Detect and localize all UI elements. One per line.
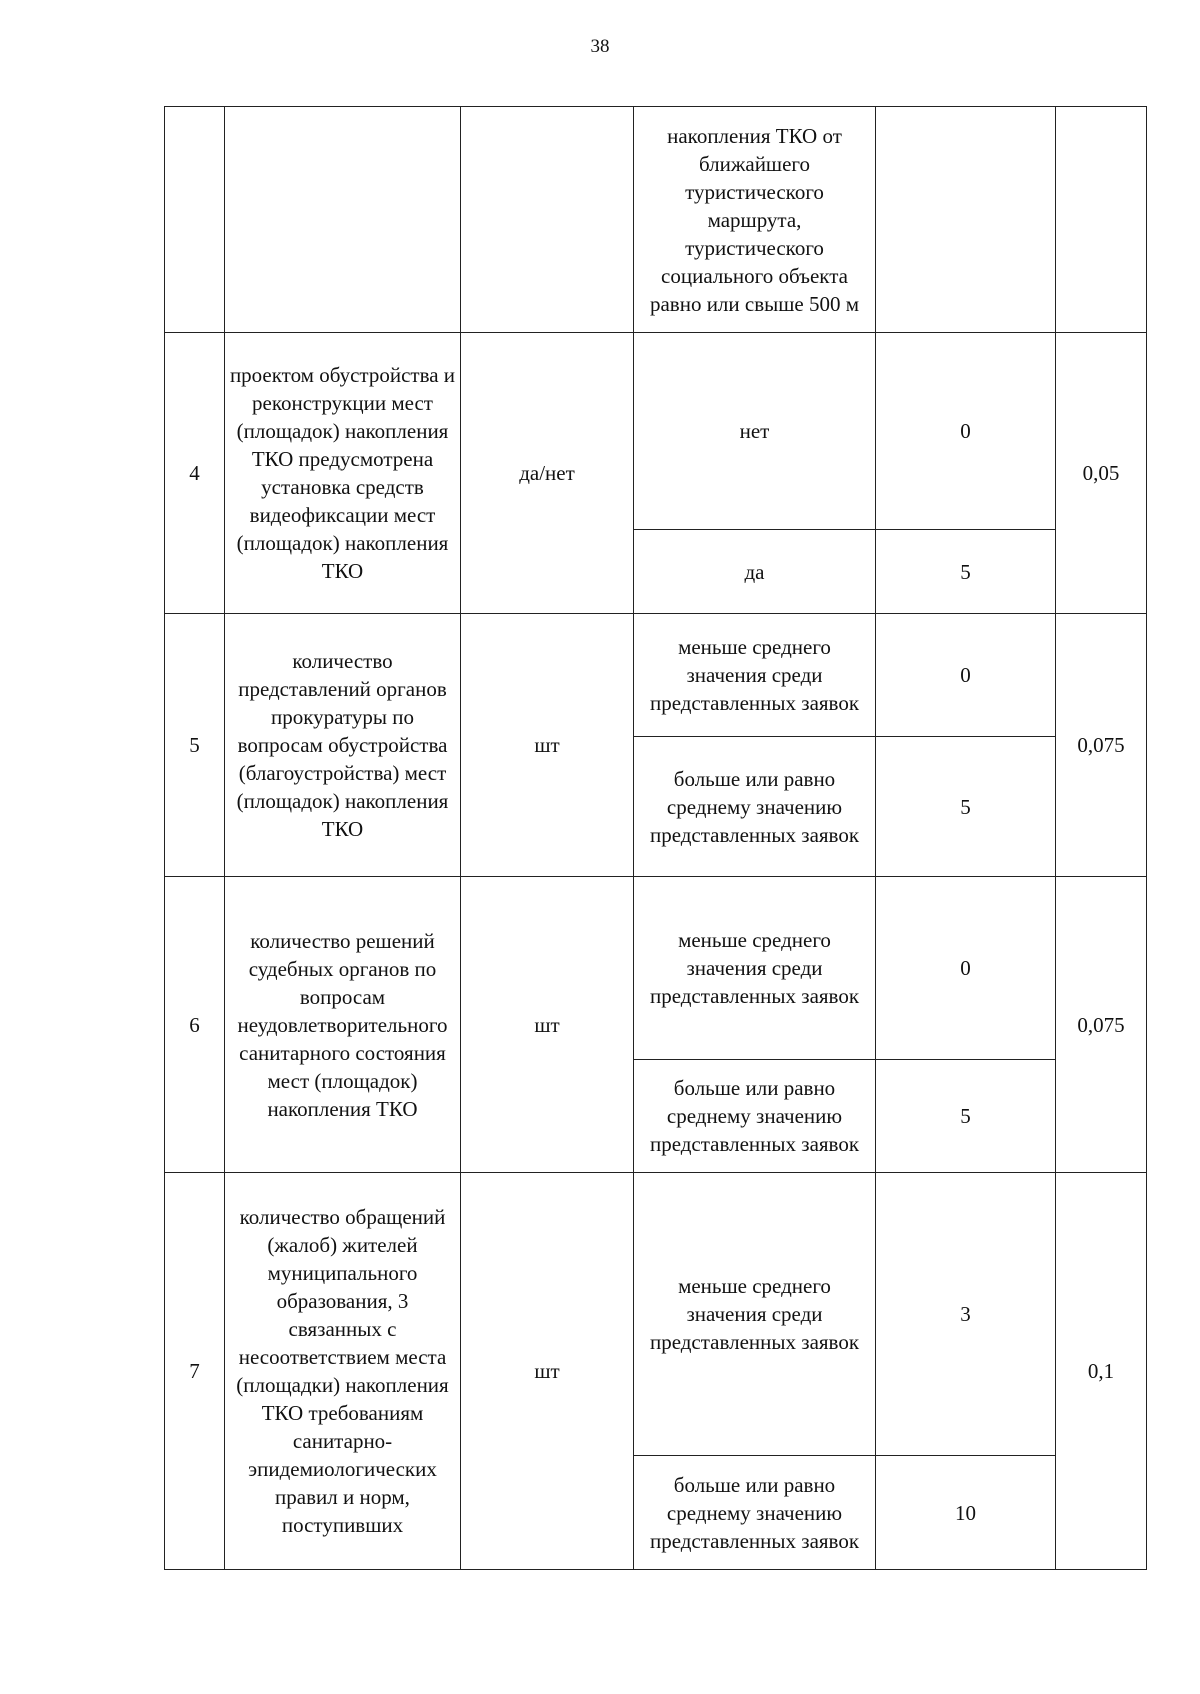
- table-row: [165, 877, 1147, 1060]
- score-cell: 5: [876, 1060, 1056, 1173]
- condition-cell: нет: [634, 333, 876, 530]
- score-cell: 0: [876, 333, 1056, 530]
- condition-cell: больше или равно среднему значению представленных заявок: [634, 1060, 876, 1173]
- condition-cell: больше или равно среднему значению представленных заявок: [634, 737, 876, 877]
- indicator-cell: [225, 107, 461, 333]
- table-row: [165, 107, 1147, 333]
- condition-cell: меньше среднего значения среди представленных заявок: [634, 877, 876, 1060]
- weight-cell: 0,1: [1056, 1173, 1147, 1570]
- score-cell: 10: [876, 1456, 1056, 1570]
- row-number-cell: 4: [165, 333, 225, 614]
- weight-cell: 0,05: [1056, 333, 1147, 614]
- table-row: [165, 614, 1147, 737]
- row-number-cell: 5: [165, 614, 225, 877]
- score-cell: 3: [876, 1173, 1056, 1456]
- row-number-cell: 7: [165, 1173, 225, 1570]
- indicator-cell: количество решений судебных органов по вопросам неудовлетворительного санитарного состояния мест (площадок) накопления ТКО: [225, 877, 461, 1173]
- condition-cell: больше или равно среднему значению представленных заявок: [634, 1456, 876, 1570]
- page-number: 38: [590, 36, 610, 57]
- weight-cell: [1056, 107, 1147, 333]
- table-row: [165, 333, 1147, 530]
- unit-cell: [461, 107, 634, 333]
- score-cell: 0: [876, 614, 1056, 737]
- table-row: [165, 1173, 1147, 1456]
- row-number-cell: 6: [165, 877, 225, 1173]
- weight-cell: 0,075: [1056, 614, 1147, 877]
- score-cell: 5: [876, 530, 1056, 614]
- unit-cell: шт: [461, 877, 634, 1173]
- condition-cell: меньше среднего значения среди представленных заявок: [634, 614, 876, 737]
- condition-cell: да: [634, 530, 876, 614]
- score-cell: 5: [876, 737, 1056, 877]
- unit-cell: шт: [461, 1173, 634, 1570]
- criteria-table: [164, 106, 1147, 1570]
- score-cell: 0: [876, 877, 1056, 1060]
- indicator-cell: количество представлений органов прокуратуры по вопросам обустройства (благоустройства) мест (площадок) накопления ТКО: [225, 614, 461, 877]
- indicator-cell: проектом обустройства и реконструкции мест (площадок) накопления ТКО предусмотрена установка средств видеофиксации мест (площадок) накопления ТКО: [225, 333, 461, 614]
- unit-cell: да/нет: [461, 333, 634, 614]
- condition-cell: накопления ТКО от ближайшего туристического маршрута, туристического социального объекта равно или свыше 500 м: [634, 107, 876, 333]
- weight-cell: 0,075: [1056, 877, 1147, 1173]
- score-cell: [876, 107, 1056, 333]
- unit-cell: шт: [461, 614, 634, 877]
- condition-cell: меньше среднего значения среди представленных заявок: [634, 1173, 876, 1456]
- indicator-cell: количество обращений (жалоб) жителей муниципального образования, 3 связанных с несоответствием места (площадки) накопления ТКО требованиям санитарно-эпидемиологических правил и норм, поступивших: [225, 1173, 461, 1570]
- row-number-cell: [165, 107, 225, 333]
